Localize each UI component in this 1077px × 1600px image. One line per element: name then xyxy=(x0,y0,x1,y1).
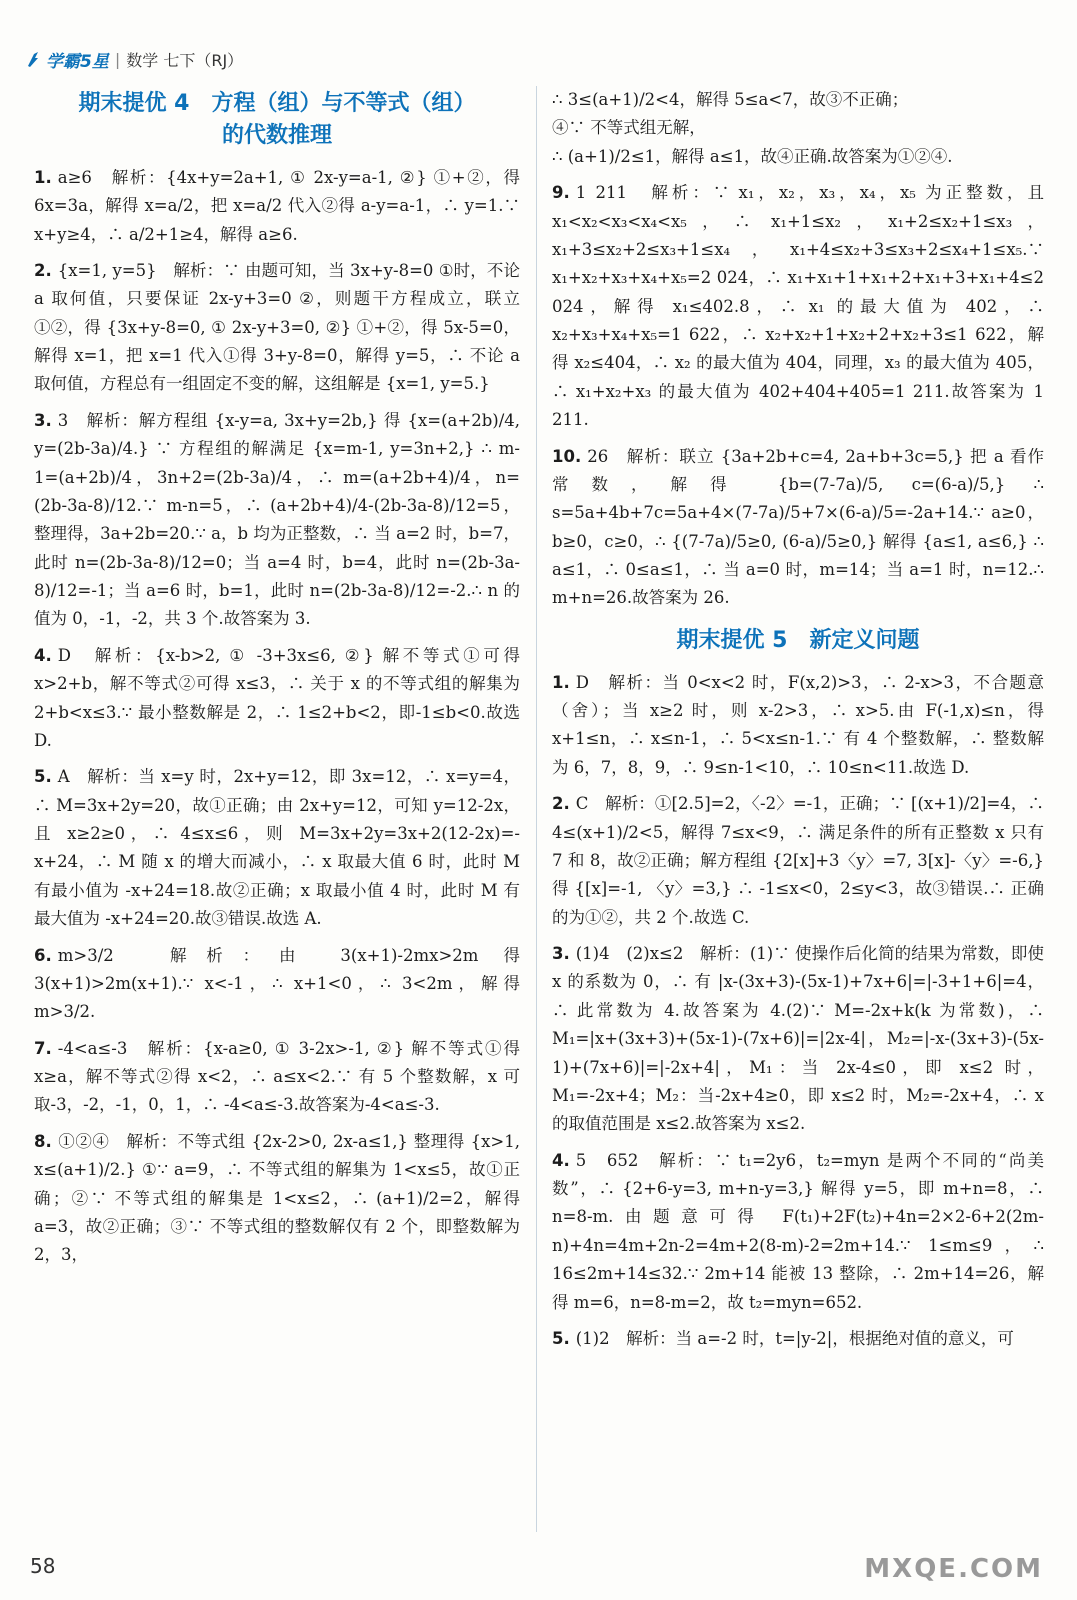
question-item xyxy=(552,790,1044,932)
section-title-4-line1: 期末提优 4 方程（组）与不等式（组） xyxy=(78,91,476,116)
question-number: 4. xyxy=(552,1150,570,1170)
header-separator: | xyxy=(114,49,121,69)
column-divider xyxy=(536,86,537,1532)
question-item xyxy=(34,642,520,756)
page-number: 58 xyxy=(30,1554,56,1578)
question-text: m>3/2 解析：由 3(x+1)-2mx>2m 得 3(x+1)>2m(x+1).∵ x<-1，∴ x+1<0，∴ 3<2m，解得 m>3/2. xyxy=(34,945,520,1022)
question-text: {x=1, y=5} 解析：∵ 由题可知，当 3x+y-8=0 ①时，不论 a 取何值，只要保证 2x-y+3=0 ②，则题干方程成立，联立①②，得 {3x+y-8=0, ① 2x-y+3=0, ②} ①+②，得 5x-5=0，解得 x=1，把 x=1 代入①得 3+y-8=0，解得 y=5，∴ 不论 a 取何值，方程总有一组固定不变的解，这组解是 {x=1, y=5.} xyxy=(34,260,520,394)
question-text: 3 解析：解方程组 {x-y=a, 3x+y=2b,} 得 {x=(a+2b)/4, y=(2b-3a)/4.} ∵ 方程组的解满足 {x=m-1, y=3n+2,} ∴ m-1=(a+2b)/4，3n+2=(2b-3a)/4，∴ m=(a+2b+4)/4，n=(2b-3a-8)/12.∵ m-n=5，∴ (a+2b+4)/4-(2b-3a-8)/12=5，整理得，3a+2b=20.∵ a，b 均为正整数，∴ 当 a=2 时，b=7，此时 n=(2b-3a-8)/12=0；当 a=4 时，b=4，此时 n=(2b-3a-8)/12=-1；当 a=6 时，b=1，此时 n=(2b-3a-8)/12=-2.∴ n 的值为 0，-1，-2，共 3 个.故答案为 3. xyxy=(34,410,520,629)
continuation-block xyxy=(552,86,1044,171)
question-number: 9. xyxy=(552,183,570,203)
question-item xyxy=(34,763,520,933)
question-text: 26 解析：联立 {3a+2b+c=4, 2a+b+3c=5,} 把 a 看作常数，解得 {b=(7-7a)/5, c=(6-a)/5,} ∴ s=5a+4b+7c=5a+4×(7-7a)/5+7×(6-a)/5=-2a+14.∵ a≥0，b≥0，c≥0，∴ {(7-7a)/5≥0, (6-a)/5≥0,} 解得 {a≤1, a≤6,} ∴ a≤1，∴ 0≤a≤1，∴ 当 a=0 时，m=14；当 a=1 时，n=12.∴ m+n=26.故答案为 26. xyxy=(552,446,1044,608)
question-item xyxy=(34,1128,520,1270)
question-number: 3. xyxy=(34,410,52,430)
question-item xyxy=(552,1325,1044,1353)
left-column xyxy=(34,86,520,1530)
question-number: 3. xyxy=(552,944,570,964)
section-title-4 xyxy=(34,88,520,152)
watermark: MXQE.COM xyxy=(864,1554,1043,1584)
question-item xyxy=(552,669,1044,783)
continuation-line: ∴ 3≤(a+1)/2<4，解得 5≤a<7，故③不正确； xyxy=(552,90,909,109)
question-item xyxy=(552,443,1044,613)
question-text: -4<a≤-3 解析：{x-a≥0, ① 3-2x>-1, ②} 解不等式①得 x≥a，解不等式②得 x<2，∴ a≤x<2.∵ 有 5 个整数解，x 可取-3，-2，-1，0，1，∴ -4<a≤-3.故答案为-4<a≤-3. xyxy=(34,1038,520,1115)
section-title-5: 期末提优 5 新定义问题 xyxy=(676,627,920,653)
question-number: 5. xyxy=(552,1328,570,1348)
question-item xyxy=(34,407,520,634)
question-number: 2. xyxy=(34,260,52,280)
question-item xyxy=(34,942,520,1027)
question-text: C 解析：①[2.5]=2，〈-2〉=-1，正确；∵ [(x+1)/2]=4，∴ 4≤(x+1)/2<5，解得 7≤x<9，∴ 满足条件的所有正整数 x 只有 7 和 8，故②正确；解方程组 {2[x]+3〈y〉=7, 3[x]-〈y〉=-6,} 得 {[x]=-1, 〈y〉=3,} ∴ -1≤x<0，2≤y<3，故③错误.∴ 正确的为①②，共 2 个.故选 C. xyxy=(552,794,1044,927)
question-item xyxy=(34,1035,520,1120)
question-number: 2. xyxy=(552,794,570,814)
question-item xyxy=(34,164,520,249)
continuation-line: ∴ (a+1)/2≤1，解得 a≤1，故④正确.故答案为①②④. xyxy=(552,146,953,166)
question-text: ①②④ 解析：不等式组 {2x-2>0, 2x-a≤1,} 整理得 {x>1, x≤(a+1)/2.} ①∵ a=9，∴ 不等式组的解集为 1<x≤5，故①正确；②∵ 不等式组的解集是 1<x≤2，∴ (a+1)/2=2，解得 a=3，故②正确；③∵ 不等式组的整数解仅有 2 个，即整数解为 2，3， xyxy=(34,1131,520,1265)
section-title-4-line2: 的代数推理 xyxy=(221,122,332,148)
brand-logo-icon xyxy=(26,50,40,68)
question-number: 10. xyxy=(552,446,582,466)
subject-label: 数学 七下（RJ） xyxy=(126,50,244,70)
question-item xyxy=(552,940,1044,1139)
question-number: 7. xyxy=(34,1038,52,1058)
brand-name: 学霸5星 xyxy=(46,51,109,72)
question-item xyxy=(552,1147,1044,1317)
question-number: 8. xyxy=(34,1131,52,1151)
question-number: 1. xyxy=(34,167,52,187)
page-header xyxy=(26,44,243,74)
question-number: 4. xyxy=(34,645,52,665)
question-text: (1)2 解析：当 a=-2 时，t=|y-2|，根据绝对值的意义，可 xyxy=(575,1328,1014,1348)
question-text: 5 652 解析：∵ t₁=2y6，t₂=myn 是两个不同的“尚美数”，∴ {2+6-y=3, m+n-y=3,} 解得 y=5，即 m+n=8，∴ n=8-m.由题意可得 F(t₁)+2F(t₂)+4n=2×2-6+2(2m-n)+4n=4m+2n-2=4m+2(8-m)-2=2m+14.∵ 1≤m≤9，∴ 16≤2m+14≤32.∵ 2m+14 能被 13 整除，∴ 2m+14=26，解得 m=6，n=8-m=2，故 t₂=myn=652. xyxy=(552,1150,1044,1312)
question-text: a≥6 解析：{4x+y=2a+1, ① 2x-y=a-1, ②} ①+②，得 6x=3a，解得 x=a/2，把 x=a/2 代入②得 a-y=a-1，∴ y=1.∵ x+y≥4，∴ a/2+1≥4，解得 a≥6. xyxy=(34,167,520,244)
question-text: (1)4 (2)x≤2 解析：(1)∵ 使操作后化简的结果为常数，即使 x 的系数为 0，∴ 有 |x-(3x+3)-(5x-1)+7x+6|=|-3+1+6|=4，∴ 此常数为 4.故答案为 4.(2)∵ M=-2x+k(k 为常数)，∴ M₁=|x+(3x+3)+(5x-1)-(7x+6)|=|2x-4|，M₂=|-x-(3x+3)-(5x-1)+(7x+6)|=|-2x+4|，M₁：当 2x-4≤0，即 x≤2 时，M₁=-2x+4；M₂：当-2x+4≥0，即 x≤2 时，M₂=-2x+4，∴ x 的取值范围是 x≤2.故答案为 x≤2. xyxy=(552,944,1044,1134)
question-item xyxy=(552,179,1044,434)
question-number: 1. xyxy=(552,672,570,692)
question-number: 5. xyxy=(34,767,52,787)
question-text: D 解析：当 0<x<2 时，F(x,2)>3，∴ 2-x>3，不合题意（舍）；当 x≥2 时，则 x-2>3，∴ x>5.由 F(-1,x)≤n，得 x+1≤n，∴ x≤n-1，∴ 5<x≤n-1.∵ 有 4 个整数解，∴ 整数解为 6，7，8，9，∴ 9≤n-1<10，∴ 10≤n<11.故选 D. xyxy=(552,672,1044,777)
question-number: 6. xyxy=(34,945,52,965)
right-column xyxy=(552,86,1044,1530)
question-item xyxy=(34,257,520,399)
question-text: A 解析：当 x=y 时，2x+y=12，即 3x=12，∴ x=y=4，∴ M=3x+2y=20，故①正确；由 2x+y=12，可知 y=12-2x，且 x≥2≥0，∴ 4≤x≤6，则 M=3x+2y=3x+2(12-2x)=-x+24，∴ M 随 x 的增大而减小，∴ x 取最大值 6 时，此时 M 有最小值为 -x+24=18.故②正确；x 取最小值 4 时，此时 M 有最大值为 -x+24=20.故③错误.故选 A. xyxy=(34,767,520,929)
question-text: 1 211 解析：∵ x₁，x₂，x₃，x₄，x₅ 为正整数，且 x₁<x₂<x₃<x₄<x₅，∴ x₁+1≤x₂，x₁+2≤x₂+1≤x₃，x₁+3≤x₂+2≤x₃+1≤x₄，x₁+4≤x₂+3≤x₃+2≤x₄+1≤x₅.∵ x₁+x₂+x₃+x₄+x₅=2 024，∴ x₁+x₁+1+x₁+2+x₁+3+x₁+4≤2 024，解得 x₁≤402.8，∴ x₁ 的最大值为 402，∴ x₂+x₃+x₄+x₅=1 622，∴ x₂+x₂+1+x₂+2+x₂+3≤1 622，解得 x₂≤404，∴ x₂ 的最大值为 404，同理，x₃ 的最大值为 405，∴ x₁+x₂+x₃ 的最大值为 402+404+405=1 211.故答案为 1 211. xyxy=(552,183,1044,430)
continuation-line: ④∵ 不等式组无解， xyxy=(552,118,706,138)
question-text: D 解析：{x-b>2, ① -3+3x≤6, ②} 解不等式①可得 x>2+b，解不等式②可得 x≤3，∴ 关于 x 的不等式组的解集为 2+b<x≤3.∵ 最小整数解是 2，∴ 1≤2+b<2，即-1≤b<0.故选 D. xyxy=(34,645,520,750)
